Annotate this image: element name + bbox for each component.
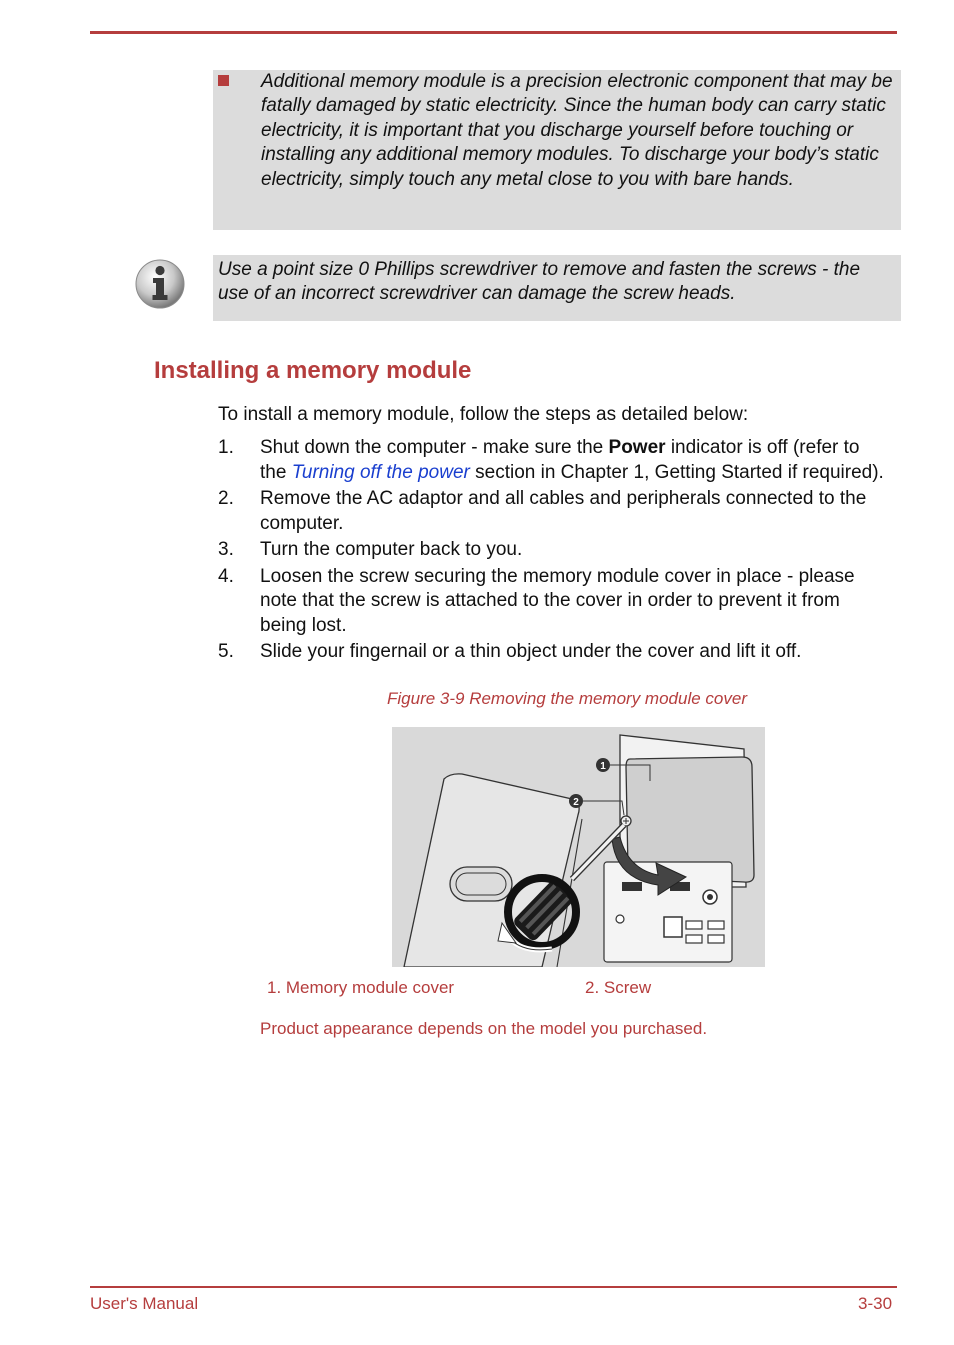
step-number: 2. (218, 488, 234, 509)
note-box (213, 255, 901, 321)
callout-1-label: 1 (600, 761, 606, 772)
footer-rule (90, 1286, 897, 1288)
step-text: indicator is off (refer to the (260, 437, 860, 483)
step-number: 3. (218, 539, 234, 560)
turning-off-power-link[interactable]: Turning off the power (291, 461, 470, 483)
step-item (218, 640, 898, 665)
note-text: Use a point size 0 Phillips screwdriver to remove and fasten the screws - the use of an incorrect screwdriver can damage the screw heads. (218, 259, 861, 305)
step-item (218, 565, 898, 639)
figure-caption: Figure 3-9 Removing the memory module cover (387, 689, 747, 708)
step-text: Remove the AC adaptor and all cables and peripherals connected to the computer. (260, 488, 867, 534)
steps-list (218, 436, 898, 667)
footer-title: User's Manual (90, 1294, 199, 1313)
step-number: 4. (218, 565, 234, 587)
step-item (218, 436, 898, 485)
step-number: 1. (218, 437, 234, 458)
legend-memory-cover: 1. Memory module cover (267, 978, 455, 997)
section-heading: Installing a memory module (154, 357, 472, 384)
step-text: Slide your fingernail or a thin object under the cover and lift it off. (260, 641, 802, 662)
legend-screw: 2. Screw (585, 978, 652, 997)
caution-text: Additional memory module is a precision electronic component that may be fatally damaged by static electricity. Since the human body can carry static electricity, it is important that you discharge yourself before touching or installing any additional memory modules. To discharge your body’s static electricity, simply touch any metal close to you with bare hands. (261, 71, 893, 190)
step-item (218, 487, 898, 536)
step-text: Turn the computer back to you. (260, 539, 523, 560)
intro-text: To install a memory module, follow the steps as detailed below: (218, 404, 749, 425)
power-term: Power (608, 437, 666, 458)
step-text: Shut down the computer - make sure the (260, 437, 609, 458)
step-text: section in Chapter 1, Getting Started if required). (469, 461, 884, 483)
callout-2-label: 2 (573, 797, 579, 808)
step-item (218, 538, 898, 563)
header-rule (90, 31, 897, 34)
step-number: 5. (218, 641, 234, 662)
caution-box (213, 70, 901, 230)
illustration-drawing (392, 727, 765, 967)
step-text: Loosen the screw securing the memory module cover in place - please note that the screw is attached to the cover in order to prevent it from being lost. (260, 565, 855, 636)
memory-cover-illustration (392, 727, 765, 967)
page-number: 3-30 (858, 1294, 893, 1313)
product-appearance-note: Product appearance depends on the model you purchased. (260, 1019, 708, 1038)
square-bullet-icon (218, 75, 229, 86)
info-icon (134, 258, 186, 310)
